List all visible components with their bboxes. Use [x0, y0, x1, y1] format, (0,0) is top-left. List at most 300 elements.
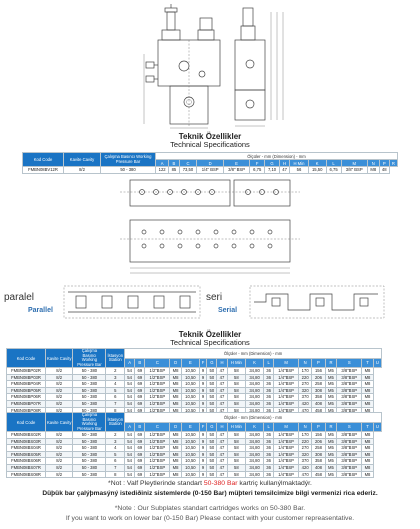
table-cell: 50 - 380 — [73, 400, 106, 407]
table-cell: 420 — [299, 464, 312, 471]
serial-label-en: Serial — [218, 307, 238, 314]
table-cell: 8/2 — [46, 374, 73, 381]
col-dims-3: Ölçüler - mm (Dimension) - mm — [125, 413, 382, 423]
table-cell: M5 — [325, 394, 337, 401]
table-cell: 3/8"BSP — [337, 400, 362, 407]
table-cell: 69 — [135, 445, 145, 452]
table-cell: 47 — [217, 368, 227, 375]
table-cell: 3 — [106, 374, 125, 381]
col-dims: Ölçüler - mm (Dimension) - mm — [156, 153, 398, 160]
table-cell: 170 — [299, 432, 312, 439]
table-cell: 1/4"BSP — [274, 400, 299, 407]
table-cell: 69 — [135, 374, 145, 381]
table-cell: 69 — [135, 394, 145, 401]
dim-col-g: G — [207, 358, 217, 368]
table-cell: M8 — [362, 387, 374, 394]
spec-title-1 — [0, 132, 420, 149]
table-cell: 36 — [264, 432, 274, 439]
table-cell: 58 — [227, 374, 246, 381]
table-cell: 10,50 — [181, 400, 199, 407]
dim-col-l: L — [264, 358, 274, 368]
table-cell: 8/2 — [46, 368, 73, 375]
spec-title-tr: Teknik Özellikler — [178, 132, 242, 141]
table-cell: 1/4" BSP — [197, 167, 223, 174]
table-cell: 50 - 380 — [73, 387, 106, 394]
table-cell: 3/8"BSP — [337, 381, 362, 388]
table-cell: 1/2"BSP — [145, 381, 170, 388]
table-cell: 7 — [106, 464, 125, 471]
table-cell: 1/4"BSP — [274, 374, 299, 381]
table-cell: 36 — [264, 400, 274, 407]
dim-col-e: E — [181, 422, 199, 432]
table-cell: 36 — [264, 438, 274, 445]
dim-col-f: F — [250, 160, 265, 167]
table-cell: 69 — [135, 438, 145, 445]
table-cell: FMBN08BS03R — [7, 438, 46, 445]
table-cell: 370 — [299, 458, 312, 465]
table-cell: 10,50 — [181, 451, 199, 458]
table-cell: 3/8"BSP — [337, 368, 362, 375]
table-cell: 54 — [125, 374, 135, 381]
table-cell: M5 — [325, 381, 337, 388]
spec-title-2 — [0, 330, 420, 347]
table-cell: 34,80 — [246, 407, 264, 414]
col-pressure-2: Çalışma Basıncı Working Pressure Bar — [73, 349, 106, 368]
note-en-line2: If you want to work on lower bar (0-150 Bar) Please contact with your customer repreasentative. — [65, 515, 355, 522]
table-cell: 1/4"BSP — [274, 407, 299, 414]
dim-col-k: K — [308, 160, 326, 167]
dim-col-h-min: H Min — [290, 160, 309, 167]
table-cell: 1/4"BSP — [274, 458, 299, 465]
table-cell: M5 — [325, 445, 337, 452]
table-cell: 54 — [125, 445, 135, 452]
table-cell: M8 — [170, 438, 182, 445]
table-cell: 9 — [199, 458, 206, 465]
table-cell: 58 — [227, 445, 246, 452]
table-row — [7, 432, 382, 439]
note-tr-prefix: *Not : Valf Pleytlerinde standart — [108, 480, 204, 487]
table-cell: M5 — [325, 438, 337, 445]
table-cell: M8 — [362, 374, 374, 381]
table-cell: 36 — [264, 451, 274, 458]
col-pressure: Çalışma Basıncı Working Pressure Bar — [101, 153, 156, 167]
table-cell: 10,50 — [181, 387, 199, 394]
table-cell: 3/8" BSP — [223, 167, 249, 174]
table-cell: 8/2 — [46, 445, 73, 452]
table-cell: M5 — [325, 432, 337, 439]
table-cell: 3/8"BSP — [337, 438, 362, 445]
table-cell: 34,80 — [246, 451, 264, 458]
dim-col-n: N — [367, 160, 379, 167]
table-cell: M8 — [362, 432, 374, 439]
table-cell: 5 — [106, 451, 125, 458]
table-cell: 3/8"BSP — [337, 394, 362, 401]
table-cell: 69 — [135, 381, 145, 388]
dim-col-g: G — [265, 160, 280, 167]
table-cell: 15,50 — [308, 167, 326, 174]
table-cell: 1/4"BSP — [274, 394, 299, 401]
table-cell: 50 — [207, 374, 217, 381]
table-cell: 69 — [135, 387, 145, 394]
parallel-circuit-diagram — [62, 284, 202, 320]
table-cell: 50 - 380 — [73, 394, 106, 401]
dim-col-l: L — [326, 160, 341, 167]
table-cell: 50 — [207, 381, 217, 388]
table-cell: 9 — [199, 387, 206, 394]
table-cell: 1/4"BSP — [274, 445, 299, 452]
table-cell: 10,50 — [181, 407, 199, 414]
table-cell: 9 — [199, 394, 206, 401]
col-cavity-2: Kavite Cavity — [46, 349, 73, 368]
table-cell: 34,80 — [246, 432, 264, 439]
table-cell: 69 — [135, 464, 145, 471]
table-row — [7, 381, 382, 388]
table-cell: FMBN08BP07R — [7, 400, 46, 407]
table-cell: M5 — [325, 368, 337, 375]
table-cell: M8 — [362, 400, 374, 407]
table-cell: 50 — [207, 464, 217, 471]
col-code: Kod Code — [23, 153, 64, 167]
col-station-3: İstasyon Station — [106, 413, 125, 432]
table-cell: 34,80 — [246, 394, 264, 401]
table-cell: 320 — [299, 451, 312, 458]
col-code-2: Kod Code — [7, 349, 46, 368]
table-cell: 54 — [125, 464, 135, 471]
dim-col-d: D — [170, 422, 182, 432]
col-station: İstasyon Station — [106, 349, 125, 368]
table-cell: 36 — [264, 407, 274, 414]
table-cell: 34,80 — [246, 374, 264, 381]
table-cell: 308 — [312, 387, 325, 394]
table-cell: 1/2"BSP — [145, 407, 170, 414]
table-cell: 54 — [125, 471, 135, 478]
table-cell: M8 — [170, 471, 182, 478]
table-cell: 9 — [199, 471, 206, 478]
table-cell: 58 — [227, 368, 246, 375]
table-cell: M8 — [367, 167, 379, 174]
table-cell: M8 — [170, 445, 182, 452]
table-cell: 320 — [299, 387, 312, 394]
parallel-label-en: Parallel — [28, 307, 53, 314]
dim-col-c: C — [145, 422, 170, 432]
table-cell: 1/4"BSP — [274, 438, 299, 445]
table-cell: 6 — [106, 458, 125, 465]
table-cell: 1/4"BSP — [274, 451, 299, 458]
table-cell: 1/2"BSP — [145, 400, 170, 407]
table-cell: FMBN08BP08R — [7, 407, 46, 414]
table-cell: 3/8"BSP — [337, 432, 362, 439]
table-cell: 1/2"BSP — [145, 374, 170, 381]
table-cell: 50 - 380 — [73, 471, 106, 478]
table-cell: 122 — [156, 167, 169, 174]
table-cell: 50 - 380 — [73, 381, 106, 388]
table-cell: M8 — [362, 438, 374, 445]
dim-col-s: S — [337, 358, 362, 368]
table-cell: M8 — [362, 368, 374, 375]
table-cell: 1/4"BSP — [274, 432, 299, 439]
table-cell: 50 — [207, 445, 217, 452]
table-cell: 58 — [227, 394, 246, 401]
table-cell: 34,80 — [246, 458, 264, 465]
table-row — [7, 458, 382, 465]
table-cell: 50 — [207, 400, 217, 407]
subplate-top-view — [110, 172, 310, 277]
col-cavity-3: Kavite Cavity — [46, 413, 73, 432]
table-cell: 58 — [227, 471, 246, 478]
table-cell: 1/2"BSP — [145, 471, 170, 478]
table-cell: M8 — [362, 471, 374, 478]
table-cell: 308 — [312, 451, 325, 458]
table-cell: 4 — [106, 445, 125, 452]
table-cell: FMBN08BP06R — [7, 394, 46, 401]
table-cell: M8 — [362, 464, 374, 471]
table-cell: M8 — [362, 458, 374, 465]
table-cell: 458 — [312, 407, 325, 414]
table-cell: 470 — [299, 407, 312, 414]
dim-col-b: B — [169, 160, 179, 167]
table-cell: 58 — [227, 381, 246, 388]
dim-col-l: L — [264, 422, 274, 432]
table-cell: 58 — [227, 387, 246, 394]
table-cell: 8/2 — [46, 451, 73, 458]
table-cell: 50 - 380 — [73, 445, 106, 452]
table-cell: 370 — [299, 394, 312, 401]
table-cell: 3/8"BSP — [337, 464, 362, 471]
table-cell: M8 — [362, 381, 374, 388]
table-cell: 58 — [227, 458, 246, 465]
table-cell: 3/8"BSP — [337, 387, 362, 394]
table-cell: 54 — [125, 368, 135, 375]
parallel-label-tr: paralel — [4, 292, 35, 303]
table-cell: 9 — [199, 400, 206, 407]
table-cell: 69 — [135, 458, 145, 465]
table-cell: 10,50 — [181, 368, 199, 375]
table-cell: 9 — [199, 374, 206, 381]
table-cell: 58 — [227, 464, 246, 471]
dim-col-h-min: H Min — [227, 422, 246, 432]
table-cell: 50 — [207, 471, 217, 478]
note-en-line1: *Note : Our Subplates standart cartridges works on 50-380 Bar. — [114, 505, 306, 512]
dim-col-e: E — [181, 358, 199, 368]
dim-col-p: P — [379, 160, 389, 167]
table-cell: 10,50 — [181, 438, 199, 445]
dim-col-u: U — [373, 358, 381, 368]
dim-col-e: E — [223, 160, 249, 167]
table-cell: 10,50 — [181, 471, 199, 478]
table-cell: 10,50 — [181, 458, 199, 465]
table-cell: 220 — [299, 374, 312, 381]
table-cell: 85 — [169, 167, 179, 174]
table-cell: M8 — [170, 458, 182, 465]
table-cell: 10,50 — [181, 464, 199, 471]
table-cell: 470 — [299, 471, 312, 478]
valve-block-side-view — [225, 4, 315, 130]
dim-col-a: A — [156, 160, 169, 167]
table-cell: 10,50 — [181, 432, 199, 439]
table-cell: 1/4"BSP — [274, 464, 299, 471]
table-cell: 69 — [135, 471, 145, 478]
table-cell: M8 — [170, 394, 182, 401]
table-cell: 2 — [106, 432, 125, 439]
dim-col-r: R — [325, 422, 337, 432]
spec-table-2 — [6, 348, 382, 414]
table-cell: 420 — [299, 400, 312, 407]
table-cell: 156 — [312, 432, 325, 439]
dim-col-h: H — [279, 160, 289, 167]
table-cell: 50 — [207, 451, 217, 458]
table-cell: 6 — [106, 394, 125, 401]
table-cell: 36 — [264, 381, 274, 388]
table-cell: 50 - 380 — [73, 438, 106, 445]
table-cell: 3/8" BSP — [341, 167, 367, 174]
table-cell: 6,75 — [250, 167, 265, 174]
table-cell: M8 — [170, 451, 182, 458]
table-cell: 34,80 — [246, 445, 264, 452]
table-cell: 34,80 — [246, 387, 264, 394]
table-cell: 9 — [199, 451, 206, 458]
table-cell: M8 — [170, 400, 182, 407]
table-cell: 34,80 — [246, 400, 264, 407]
table-cell: 36 — [264, 458, 274, 465]
table-cell: 3/8"BSP — [337, 407, 362, 414]
table-cell: 9 — [199, 432, 206, 439]
table-row — [7, 394, 382, 401]
table-cell: 9 — [199, 445, 206, 452]
table-cell: M5 — [325, 374, 337, 381]
table-cell: M5 — [325, 464, 337, 471]
serial-label-tr: seri — [206, 292, 223, 303]
table-row — [7, 445, 382, 452]
table-cell: 54 — [125, 387, 135, 394]
table-cell: 54 — [125, 394, 135, 401]
dim-col-k: K — [246, 358, 264, 368]
table-cell: 258 — [312, 381, 325, 388]
table-cell: 3/8"BSP — [337, 451, 362, 458]
table-cell: 1/2"BSP — [145, 458, 170, 465]
table-cell: 47 — [217, 471, 227, 478]
table-cell: 156 — [312, 368, 325, 375]
table-cell: 10,50 — [181, 381, 199, 388]
table-cell: 408 — [312, 464, 325, 471]
table-cell: M8 — [170, 432, 182, 439]
table-cell: 3/8"BSP — [337, 471, 362, 478]
table-row — [7, 387, 382, 394]
table-cell: 47 — [217, 400, 227, 407]
table-cell: M8 — [170, 407, 182, 414]
table-cell: 69 — [135, 368, 145, 375]
table-cell: M8 — [362, 407, 374, 414]
table-cell: 54 — [125, 432, 135, 439]
table-cell: 69 — [135, 432, 145, 439]
table-cell: 34,80 — [246, 368, 264, 375]
dim-col-b: B — [135, 358, 145, 368]
dim-col-p: P — [312, 358, 325, 368]
table-cell: 50 - 380 — [73, 374, 106, 381]
dim-col-d: D — [197, 160, 223, 167]
table-cell: 8 — [106, 407, 125, 414]
dim-col-r: R — [325, 358, 337, 368]
table-cell: 258 — [312, 445, 325, 452]
note-tr-suffix: kartriç kullanýlmaktadýr. — [237, 480, 312, 487]
table-cell: M5 — [325, 387, 337, 394]
dim-col-n: N — [299, 358, 312, 368]
table-cell: 34,80 — [246, 381, 264, 388]
table-cell: M8 — [170, 368, 182, 375]
table-cell: M8 — [170, 374, 182, 381]
table-cell: 50 — [207, 438, 217, 445]
dim-col-a: A — [125, 358, 135, 368]
table-cell: 50 - 380 — [73, 368, 106, 375]
dim-col-n: N — [299, 422, 312, 432]
table-cell: FMBN08BP03R — [7, 374, 46, 381]
table-cell: 34,80 — [246, 471, 264, 478]
dim-col-r: R — [389, 160, 397, 167]
table-cell: 7,10 — [265, 167, 280, 174]
table-cell: 3/8"BSP — [337, 445, 362, 452]
table-row — [7, 438, 382, 445]
table-cell: FMBN08BS05R — [7, 451, 46, 458]
note-tr-line2: Düþük bar çalýþmasýný istediðiniz sistemlerde (0-150 Bar) müþteri temsilcimize bilgi vermenizi rica ederiz. — [42, 490, 378, 497]
table-cell: 36 — [264, 374, 274, 381]
table-cell: 69 — [135, 407, 145, 414]
note-tr-highlight: 50-380 Bar — [203, 480, 238, 487]
table-cell: 3/8"BSP — [337, 458, 362, 465]
table-cell: FMBN08BS04R — [7, 445, 46, 452]
table-row — [7, 368, 382, 375]
table-cell: 408 — [312, 400, 325, 407]
dim-col-a: A — [125, 422, 135, 432]
table-cell: 47 — [217, 458, 227, 465]
table-cell: M5 — [325, 400, 337, 407]
table-cell: M8 — [362, 451, 374, 458]
table-cell: 4 — [106, 381, 125, 388]
dim-col-s: S — [337, 422, 362, 432]
table-cell: FMBN08BP05R — [7, 387, 46, 394]
dim-col-b: B — [135, 422, 145, 432]
col-pressure-3: Çalışma Basıncı Working Pressure Bar — [73, 413, 106, 432]
table-cell: 34,80 — [246, 464, 264, 471]
table-cell: 54 — [125, 438, 135, 445]
dim-col-t: T — [362, 422, 374, 432]
spec-title-2-tr: Teknik Özellikler — [178, 330, 242, 339]
table-cell: 34,80 — [246, 438, 264, 445]
table-cell: 58 — [227, 400, 246, 407]
table-cell: 58 — [227, 438, 246, 445]
table-cell: 50 — [207, 394, 217, 401]
col-dims-2: Ölçüler - mm (Dimension) - mm — [125, 349, 382, 359]
dim-col-k: K — [246, 422, 264, 432]
table-cell: 50 — [207, 432, 217, 439]
table-cell: 69 — [135, 400, 145, 407]
table-cell: 1/4"BSP — [274, 387, 299, 394]
table-cell: 50 - 380 — [73, 451, 106, 458]
table-cell: 47 — [217, 432, 227, 439]
table-cell: 47 — [217, 451, 227, 458]
table-cell: 1/2"BSP — [145, 451, 170, 458]
table-cell: 47 — [217, 438, 227, 445]
table-cell: 8/2 — [46, 438, 73, 445]
dim-col-f: F — [199, 358, 206, 368]
table-cell: 358 — [312, 458, 325, 465]
dim-col-m: M — [274, 358, 299, 368]
table-cell: 36 — [264, 368, 274, 375]
table-cell: M8 — [170, 464, 182, 471]
table-cell: 47 — [217, 407, 227, 414]
table-cell: 7 — [106, 400, 125, 407]
table-cell: 10,50 — [181, 374, 199, 381]
table-cell: 1/2"BSP — [145, 387, 170, 394]
dim-col-f: F — [199, 422, 206, 432]
